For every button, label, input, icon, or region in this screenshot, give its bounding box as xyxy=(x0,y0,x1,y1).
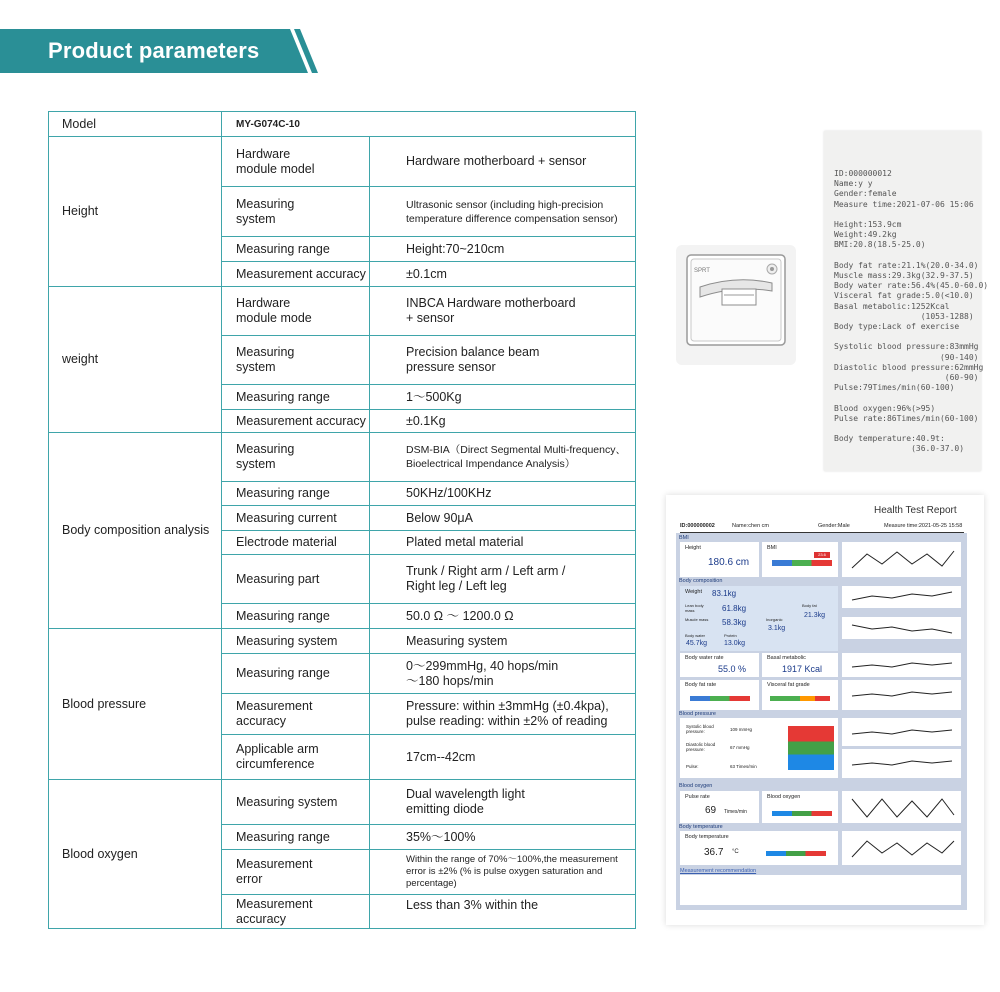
fat-rate-label: Body fat rate xyxy=(685,682,717,688)
value-cell: Precision balance beam pressure sensor xyxy=(370,336,636,385)
value-cell: Ultrasonic sensor (including high-precision temperature difference compensation sensor) xyxy=(370,187,636,237)
trend-chart xyxy=(842,791,961,823)
temp-section-label: Body temperature xyxy=(679,824,723,830)
height-card xyxy=(680,542,759,577)
param-cell: Measurement error xyxy=(222,850,370,895)
value-cell: ±0.1cm xyxy=(370,262,636,287)
fat-rate-scale xyxy=(690,696,750,701)
weight-value: 83.1kg xyxy=(712,589,737,598)
trend-chart xyxy=(842,718,961,746)
param-cell: Electrode material xyxy=(222,531,370,555)
trend-line xyxy=(842,653,961,677)
visceral-scale xyxy=(770,696,830,701)
value-cell: Trunk / Right arm / Left arm / Right leg / Left leg xyxy=(370,555,636,604)
lean-label: Lean body mass xyxy=(685,603,704,613)
bmi-section-label: BMI xyxy=(679,535,689,541)
bp-card xyxy=(680,718,838,778)
param-cell: Hardware module model xyxy=(222,137,370,187)
spec-table xyxy=(48,111,636,929)
category-weight: weight xyxy=(49,287,222,433)
water-rate-card xyxy=(680,653,759,677)
value-cell: Height:70~210cm xyxy=(370,237,636,262)
value-cell: DSM-BIA（Direct Segmental Multi-frequency、 Bioelectrical Impendance Analysis） xyxy=(370,433,636,482)
value-cell: Measuring system xyxy=(370,629,636,654)
oxygen-section-label: Blood oxygen xyxy=(679,783,713,789)
temp-scale xyxy=(766,851,826,856)
value-cell: 1～500Kg xyxy=(370,385,636,410)
report-id: ID:000000002 xyxy=(680,523,715,529)
value-cell: Less than 3% within the xyxy=(370,895,636,929)
diastolic-label: Diastolic blood pressure: xyxy=(686,742,716,752)
param-cell: Measuring part xyxy=(222,555,370,604)
body-comp-card xyxy=(680,586,838,651)
param-cell: Measuring range xyxy=(222,237,370,262)
systolic-value: 109 mmHg xyxy=(730,727,753,732)
table-row xyxy=(49,112,636,137)
value-cell: 50.0 Ω ～ 1200.0 Ω xyxy=(370,604,636,629)
report-gender: Gender:Male xyxy=(818,523,850,529)
blood-oxygen-label: Blood oxygen xyxy=(767,794,801,800)
temp-card xyxy=(680,831,838,865)
value-cell: Within the range of 70%～100%,the measurement error is ±2% (% is pulse oxygen saturation and percentage) xyxy=(370,850,636,895)
param-cell: Measuring system xyxy=(222,629,370,654)
table-row xyxy=(49,629,636,654)
trend-line xyxy=(842,831,961,865)
systolic-label: Systolic blood pressure: xyxy=(686,724,714,734)
fat-rate-card xyxy=(680,680,759,710)
bp-zone-chart xyxy=(788,726,834,770)
diastolic-value: 67 mmHg xyxy=(730,745,750,750)
banner-title: Product parameters xyxy=(48,38,260,63)
printed-receipt xyxy=(824,131,989,471)
protein-label: Protein xyxy=(724,633,737,638)
param-cell: Hardware module mode xyxy=(222,287,370,336)
printer-illustration xyxy=(676,245,796,365)
param-cell: Measuring range xyxy=(222,825,370,850)
param-cell: Measurement accuracy xyxy=(222,895,370,929)
basal-card xyxy=(762,653,838,677)
trend-line xyxy=(842,586,961,608)
value-cell: Below 90μA xyxy=(370,506,636,531)
trend-chart xyxy=(842,680,961,710)
visceral-label: Visceral fat grade xyxy=(767,682,810,688)
trend-line xyxy=(842,791,961,823)
pulse-rate-label: Pulse rate xyxy=(685,794,710,800)
trend-line xyxy=(842,718,961,746)
report-header xyxy=(680,523,964,533)
bodyfat-value: 21.3kg xyxy=(804,612,826,619)
table-row xyxy=(49,287,636,336)
bp-section-label: Blood pressure xyxy=(679,711,716,717)
param-cell: Measuring system xyxy=(222,187,370,237)
report-time: Measure time:2021-05-25 15:58 xyxy=(884,523,963,529)
param-cell: Measuring system xyxy=(222,433,370,482)
printer-brand: SPRT xyxy=(694,268,710,274)
value-cell: Dual wavelength light emitting diode xyxy=(370,780,636,825)
inorganic-value: 3.1kg xyxy=(768,625,786,632)
value-cell: 0～299mmHg, 40 hops/min ～180 hops/min xyxy=(370,654,636,694)
category-body-composition: Body composition analysis xyxy=(49,433,222,629)
temp-label: Body temperature xyxy=(685,834,729,840)
body-comp-section-label: Body composition xyxy=(679,578,723,584)
weight-label: Weight xyxy=(685,589,703,595)
report-body xyxy=(676,533,967,910)
report-name: Name:chen cm xyxy=(732,523,769,529)
water-rate-label: Body water rate xyxy=(685,655,724,661)
value-cell: INBCA Hardware motherboard + sensor xyxy=(370,287,636,336)
bmi-value-badge: 23.6 xyxy=(814,552,830,558)
param-cell: Measuring system xyxy=(222,780,370,825)
param-cell: Applicable arm circumference xyxy=(222,735,370,780)
value-cell: 35%～100% xyxy=(370,825,636,850)
param-cell: Measurement accuracy xyxy=(222,262,370,287)
value-cell: 17cm--42cm xyxy=(370,735,636,780)
value-cell: Hardware motherboard + sensor xyxy=(370,137,636,187)
trend-chart xyxy=(842,542,961,577)
trend-chart xyxy=(842,831,961,865)
inorganic-label: Inorganic xyxy=(766,617,783,622)
param-cell: Measuring range xyxy=(222,482,370,506)
protein-value: 13.0kg xyxy=(724,640,746,647)
param-cell: Measurement accuracy xyxy=(222,694,370,735)
muscle-label: Muscle mass xyxy=(685,617,709,622)
param-cell: Measurement accuracy xyxy=(222,410,370,433)
trend-line xyxy=(842,680,961,710)
trend-chart xyxy=(842,617,961,639)
trend-line xyxy=(842,617,961,639)
pulse-label: Pulse: xyxy=(686,764,699,769)
blood-oxygen-card xyxy=(762,791,838,823)
water-value: 45.7kg xyxy=(686,640,708,647)
report-title: Health Test Report xyxy=(874,505,957,516)
water-label: Body water xyxy=(685,633,706,638)
trend-line xyxy=(842,542,961,577)
height-value: 180.6 cm xyxy=(708,557,750,568)
category-blood-oxygen: Blood oxygen xyxy=(49,780,222,929)
receipt-text: ID:000000012 Name:y y Gender:female Measure time:2021-07-06 15:06 Height:153.9cm Weight:49.2kg BMI:20.8(18.5-25.0) Body fat rate:21.1%(20.0-34.0) Muscle mass:29.3kg(32.9-37.5) Body water rate:56.4%(45.0-60.0) Visceral fat grade:5.0(<10.0) Basal metabolic:1252Kcal (1053-1288) Body type:Lack of exercise Systolic blood pressure:83mmHg (90-140) Diastolic blood pressure:62mmHg (60-90) Pulse:79Times/min(60-100) Blood oxygen:96%(>95) Pulse rate:86Times/min(60-100) Body temperature:40.9t: (36.0-37.0) xyxy=(834,169,989,454)
visceral-card xyxy=(762,680,838,710)
param-cell: Measuring range xyxy=(222,604,370,629)
param-cell: Measuring system xyxy=(222,336,370,385)
value-cell: Plated metal material xyxy=(370,531,636,555)
trend-chart xyxy=(842,653,961,677)
muscle-value: 58.3kg xyxy=(722,618,747,627)
table-row xyxy=(49,137,636,187)
bmi-card xyxy=(762,542,838,577)
oxygen-scale xyxy=(772,811,832,816)
recommend-label: Measurement recommendation xyxy=(680,868,757,874)
param-cell: Measuring range xyxy=(222,385,370,410)
height-label: Height xyxy=(685,545,701,551)
value-cell: 50KHz/100KHz xyxy=(370,482,636,506)
trend-chart xyxy=(842,749,961,778)
bmi-card-label: BMI xyxy=(767,545,777,551)
value-cell: Pressure: within ±3mmHg (±0.4kpa), pulse reading: within ±2% of reading xyxy=(370,694,636,735)
category-blood-pressure: Blood pressure xyxy=(49,629,222,780)
pulse-rate-card xyxy=(680,791,759,823)
value-cell: ±0.1Kg xyxy=(370,410,636,433)
lean-value: 61.8kg xyxy=(722,604,747,613)
model-value: MY-G074C-10 xyxy=(222,112,636,137)
basal-label: Basal metabolic xyxy=(767,655,806,661)
table-row xyxy=(49,780,636,825)
pulse-rate-unit: Times/min xyxy=(724,809,747,815)
trend-chart xyxy=(842,586,961,608)
pulse-value: 63 Times/min xyxy=(730,764,757,769)
temp-value: 36.7 xyxy=(704,847,724,858)
basal-value: 1917 Kcal xyxy=(782,664,823,674)
temp-unit: °C xyxy=(732,849,739,855)
bmi-scale-bar xyxy=(772,560,832,566)
printer-photo xyxy=(676,245,796,365)
trend-line xyxy=(842,749,961,778)
pulse-rate-value: 69 xyxy=(705,805,717,816)
category-height: Height xyxy=(49,137,222,287)
table-row xyxy=(49,433,636,482)
model-label: Model xyxy=(49,112,222,137)
param-cell: Measuring current xyxy=(222,506,370,531)
bodyfat-label: Body fat xyxy=(802,603,817,608)
param-cell: Measuring range xyxy=(222,654,370,694)
water-rate-value: 55.0 % xyxy=(718,664,747,674)
recommend-box xyxy=(680,875,961,905)
